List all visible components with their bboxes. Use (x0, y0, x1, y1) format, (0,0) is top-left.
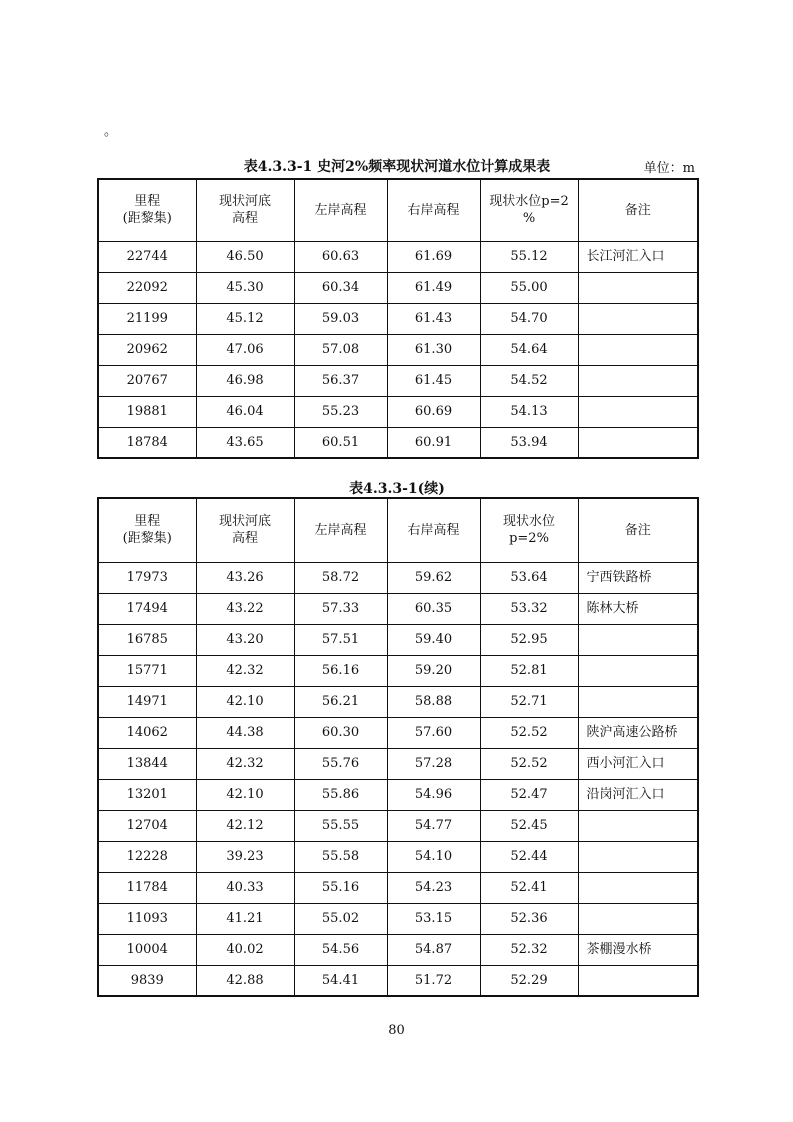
cell-right: 57.28 (387, 748, 480, 779)
cell-bed: 43.26 (196, 562, 294, 593)
cell-bed: 40.33 (196, 872, 294, 903)
cell-note (578, 303, 698, 334)
cell-level: 52.81 (480, 655, 578, 686)
cell-level: 53.94 (480, 427, 578, 458)
cell-note (578, 686, 698, 717)
cell-right: 59.20 (387, 655, 480, 686)
table-row (98, 241, 698, 272)
cell-note: 长江河汇入口 (578, 241, 698, 272)
cell-right: 54.96 (387, 779, 480, 810)
cell-note (578, 965, 698, 996)
cell-level: 53.64 (480, 562, 578, 593)
header-level-line1: 现状水位p=2 (489, 194, 569, 210)
cell-left: 60.51 (294, 427, 387, 458)
table-row (98, 934, 698, 965)
cell-level: 53.32 (480, 593, 578, 624)
cell-level: 54.64 (480, 334, 578, 365)
header-note: 备注 (578, 498, 698, 562)
cell-level: 52.52 (480, 717, 578, 748)
cell-bed: 42.32 (196, 748, 294, 779)
header-right-bank: 右岸高程 (387, 179, 480, 241)
cell-mileage: 19881 (98, 396, 196, 427)
cell-left: 56.37 (294, 365, 387, 396)
cell-right: 59.62 (387, 562, 480, 593)
cell-right: 60.69 (387, 396, 480, 427)
cell-level: 55.00 (480, 272, 578, 303)
cell-level: 52.95 (480, 624, 578, 655)
cell-note: 沿岗河汇入口 (578, 779, 698, 810)
cell-level: 54.70 (480, 303, 578, 334)
cell-note (578, 334, 698, 365)
table-row (98, 303, 698, 334)
table-row (98, 717, 698, 748)
cell-left: 56.16 (294, 655, 387, 686)
table1-header (98, 179, 698, 241)
cell-mileage: 13844 (98, 748, 196, 779)
cell-note (578, 396, 698, 427)
cell-right: 54.23 (387, 872, 480, 903)
cell-level: 52.44 (480, 841, 578, 872)
cell-bed: 42.10 (196, 686, 294, 717)
table-row (98, 965, 698, 996)
cell-note: 宁西铁路桥 (578, 562, 698, 593)
cell-left: 54.56 (294, 934, 387, 965)
cell-note (578, 841, 698, 872)
header-mileage-line1: 里程 (134, 514, 161, 530)
cell-right: 54.10 (387, 841, 480, 872)
cell-mileage: 14062 (98, 717, 196, 748)
table-row (98, 427, 698, 458)
cell-left: 56.21 (294, 686, 387, 717)
table1 (97, 178, 699, 459)
cell-left: 59.03 (294, 303, 387, 334)
header-right-bank: 右岸高程 (387, 498, 480, 562)
cell-level: 52.32 (480, 934, 578, 965)
cell-bed: 39.23 (196, 841, 294, 872)
cell-note (578, 427, 698, 458)
header-level-line2: % (522, 211, 536, 227)
cell-mileage: 13201 (98, 779, 196, 810)
table-row (98, 903, 698, 934)
cell-mileage: 22092 (98, 272, 196, 303)
cell-right: 59.40 (387, 624, 480, 655)
table-row (98, 272, 698, 303)
header-bed-elevation (196, 498, 294, 562)
leading-mark: 。 (104, 124, 118, 139)
cell-note (578, 272, 698, 303)
cell-mileage: 22744 (98, 241, 196, 272)
cell-level: 52.41 (480, 872, 578, 903)
header-level-line2: p=2% (509, 531, 549, 547)
cell-bed: 43.22 (196, 593, 294, 624)
cell-bed: 41.21 (196, 903, 294, 934)
cell-left: 60.34 (294, 272, 387, 303)
header-bed-line1: 现状河底 (218, 194, 271, 210)
table-row (98, 748, 698, 779)
cell-right: 61.30 (387, 334, 480, 365)
table2-caption: 表4.3.3-1(续) (349, 481, 445, 497)
cell-left: 54.41 (294, 965, 387, 996)
table-row (98, 655, 698, 686)
cell-bed: 47.06 (196, 334, 294, 365)
table2-body (98, 562, 698, 996)
cell-mileage: 11093 (98, 903, 196, 934)
cell-level: 52.36 (480, 903, 578, 934)
cell-bed: 46.98 (196, 365, 294, 396)
cell-right: 61.69 (387, 241, 480, 272)
cell-mileage: 15771 (98, 655, 196, 686)
cell-mileage: 9839 (98, 965, 196, 996)
cell-right: 60.35 (387, 593, 480, 624)
cell-right: 54.87 (387, 934, 480, 965)
table1-body (98, 241, 698, 458)
header-bed-line1: 现状河底 (218, 514, 271, 530)
header-bed-line2: 高程 (231, 531, 258, 547)
table-row (98, 872, 698, 903)
cell-right: 53.15 (387, 903, 480, 934)
table1-header-row (98, 179, 698, 241)
header-note: 备注 (578, 179, 698, 241)
cell-right: 61.43 (387, 303, 480, 334)
table1-caption (97, 156, 697, 178)
cell-level: 52.29 (480, 965, 578, 996)
cell-mileage: 14971 (98, 686, 196, 717)
cell-note (578, 365, 698, 396)
cell-bed: 42.88 (196, 965, 294, 996)
table-row (98, 686, 698, 717)
cell-mileage: 21199 (98, 303, 196, 334)
header-mileage-line2: (距黎集) (122, 211, 172, 227)
cell-mileage: 17494 (98, 593, 196, 624)
cell-mileage: 18784 (98, 427, 196, 458)
cell-bed: 40.02 (196, 934, 294, 965)
table2-header (98, 498, 698, 562)
header-level-line1: 现状水位 (502, 514, 555, 530)
cell-left: 60.30 (294, 717, 387, 748)
cell-mileage: 10004 (98, 934, 196, 965)
table-row (98, 562, 698, 593)
table-row (98, 365, 698, 396)
cell-left: 60.63 (294, 241, 387, 272)
cell-mileage: 20767 (98, 365, 196, 396)
cell-note: 陈林大桥 (578, 593, 698, 624)
header-left-bank: 左岸高程 (294, 179, 387, 241)
cell-mileage: 20962 (98, 334, 196, 365)
cell-left: 55.86 (294, 779, 387, 810)
cell-right: 51.72 (387, 965, 480, 996)
cell-level: 54.13 (480, 396, 578, 427)
cell-level: 52.47 (480, 779, 578, 810)
cell-bed: 44.38 (196, 717, 294, 748)
cell-right: 60.91 (387, 427, 480, 458)
cell-left: 55.02 (294, 903, 387, 934)
cell-level: 52.45 (480, 810, 578, 841)
cell-right: 61.49 (387, 272, 480, 303)
header-bed-line2: 高程 (231, 211, 258, 227)
cell-left: 55.76 (294, 748, 387, 779)
cell-left: 57.08 (294, 334, 387, 365)
cell-note (578, 624, 698, 655)
cell-bed: 46.04 (196, 396, 294, 427)
table-row (98, 593, 698, 624)
header-water-level (480, 179, 578, 241)
header-water-level (480, 498, 578, 562)
header-mileage (98, 179, 196, 241)
cell-bed: 42.12 (196, 810, 294, 841)
page-number: 80 (388, 1023, 405, 1038)
cell-mileage: 11784 (98, 872, 196, 903)
cell-left: 55.55 (294, 810, 387, 841)
cell-bed: 43.20 (196, 624, 294, 655)
cell-mileage: 16785 (98, 624, 196, 655)
table-row (98, 779, 698, 810)
table-row (98, 624, 698, 655)
cell-bed: 46.50 (196, 241, 294, 272)
table2-header-row (98, 498, 698, 562)
cell-left: 57.33 (294, 593, 387, 624)
cell-note: 陕沪高速公路桥 (578, 717, 698, 748)
header-mileage-line2: (距黎集) (122, 531, 172, 547)
table1-caption-text: 表4.3.3-1 史河2%频率现状河道水位计算成果表 (243, 159, 551, 175)
header-mileage-line1: 里程 (134, 194, 161, 210)
cell-left: 55.16 (294, 872, 387, 903)
cell-mileage: 17973 (98, 562, 196, 593)
cell-note (578, 903, 698, 934)
cell-bed: 45.12 (196, 303, 294, 334)
table-row (98, 396, 698, 427)
cell-left: 55.58 (294, 841, 387, 872)
cell-note (578, 810, 698, 841)
cell-note: 西小河汇入口 (578, 748, 698, 779)
cell-right: 61.45 (387, 365, 480, 396)
cell-right: 58.88 (387, 686, 480, 717)
cell-note: 茶棚漫水桥 (578, 934, 698, 965)
cell-note (578, 655, 698, 686)
cell-level: 55.12 (480, 241, 578, 272)
header-bed-elevation (196, 179, 294, 241)
cell-left: 55.23 (294, 396, 387, 427)
cell-bed: 42.32 (196, 655, 294, 686)
table-row (98, 810, 698, 841)
cell-level: 52.52 (480, 748, 578, 779)
cell-bed: 43.65 (196, 427, 294, 458)
header-left-bank: 左岸高程 (294, 498, 387, 562)
table-row (98, 334, 698, 365)
cell-mileage: 12704 (98, 810, 196, 841)
table2 (97, 497, 699, 997)
cell-left: 58.72 (294, 562, 387, 593)
cell-left: 57.51 (294, 624, 387, 655)
cell-level: 54.52 (480, 365, 578, 396)
header-mileage (98, 498, 196, 562)
table-row (98, 841, 698, 872)
table1-unit: 单位：m (643, 161, 695, 176)
cell-mileage: 12228 (98, 841, 196, 872)
cell-note (578, 872, 698, 903)
cell-level: 52.71 (480, 686, 578, 717)
cell-bed: 42.10 (196, 779, 294, 810)
cell-right: 54.77 (387, 810, 480, 841)
cell-bed: 45.30 (196, 272, 294, 303)
cell-right: 57.60 (387, 717, 480, 748)
